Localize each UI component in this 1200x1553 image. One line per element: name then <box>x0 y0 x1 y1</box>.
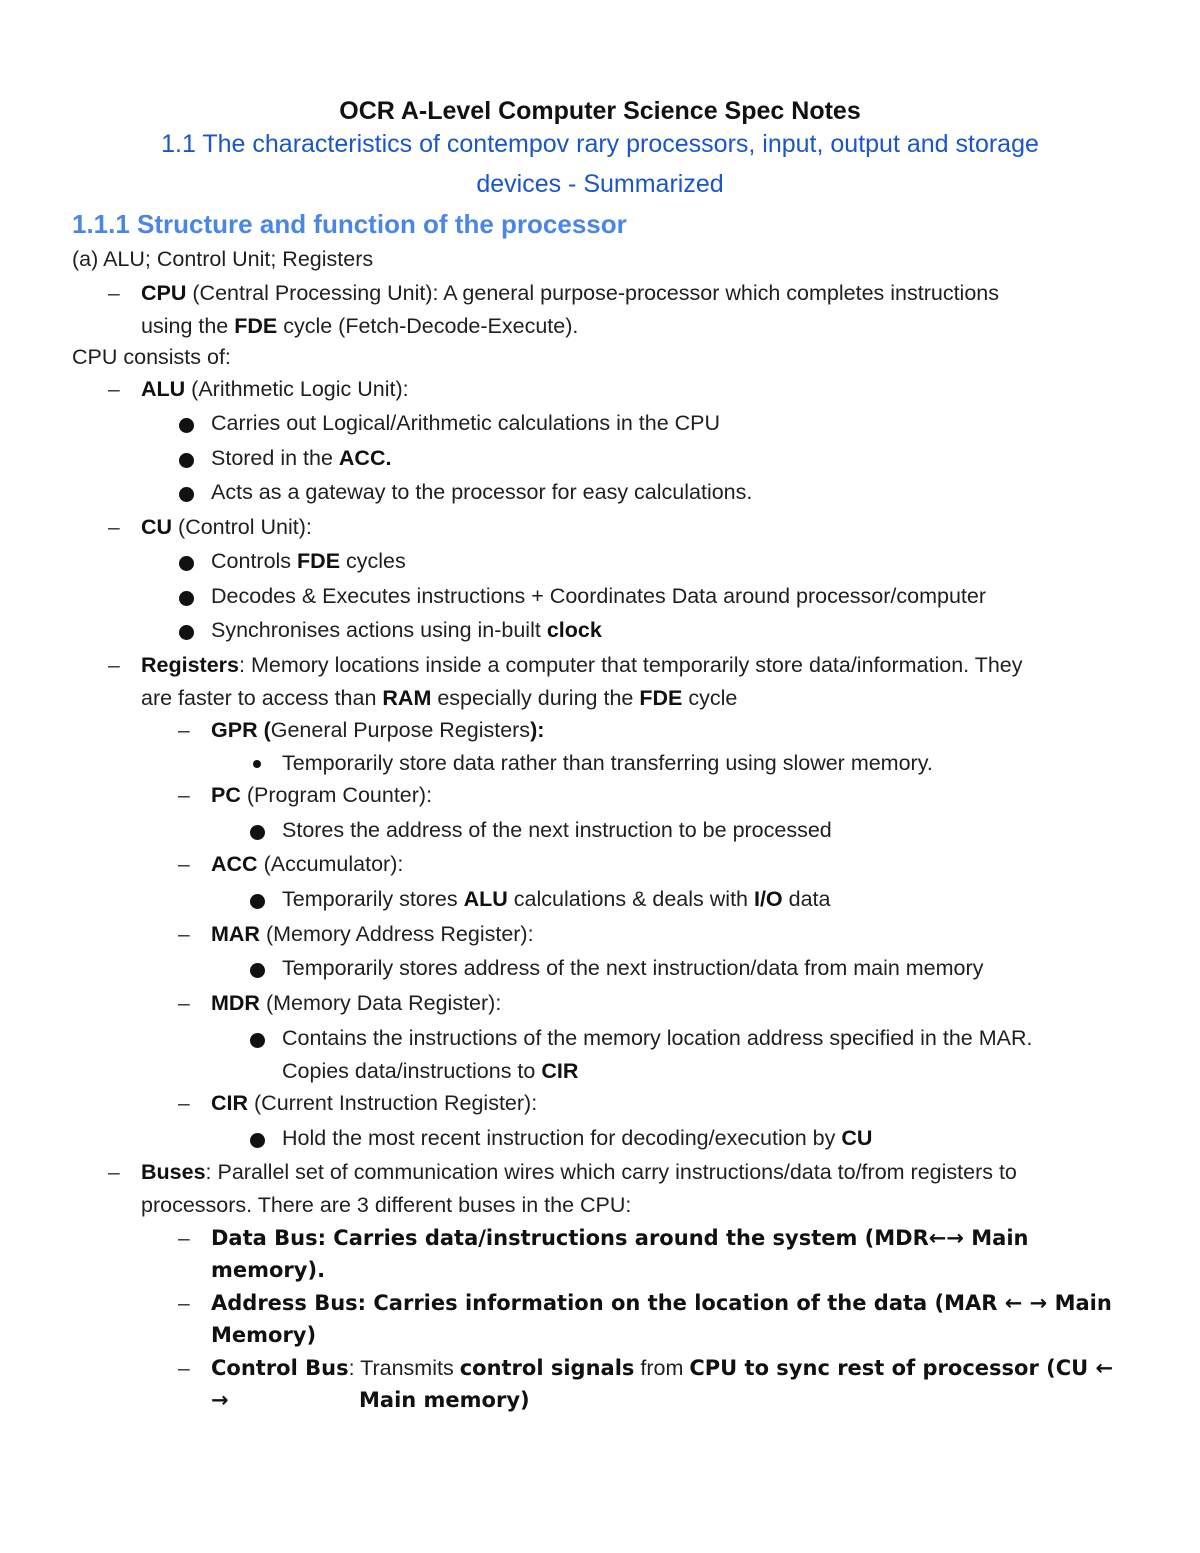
cpu-item-cont <box>141 312 578 340</box>
alu-bullet-2-text: Stored in the <box>211 446 339 470</box>
dash-marker: – <box>178 1292 190 1315</box>
mdr-bullet-1: Contains the instructions of the memory location address specified in the MAR. <box>282 1026 1033 1050</box>
dash-marker: – <box>108 282 120 305</box>
acc-item <box>211 850 403 878</box>
registers-item <box>141 651 1023 679</box>
gpr-term: GPR ( <box>211 718 271 742</box>
section-heading: 1.1.1 Structure and function of the processor <box>72 209 627 239</box>
control-bus-text: : Transmits <box>348 1356 460 1380</box>
control-bus-rest: CPU to sync rest of processor (CU ← <box>689 1356 1114 1380</box>
dash-marker: – <box>178 784 190 807</box>
bullet-icon <box>253 760 261 768</box>
cir-bullet-cu: CU <box>841 1126 873 1150</box>
registers-text: : Memory locations inside a computer that temporarily store data/information. They <box>239 653 1023 677</box>
alu-bullet-2-acc: ACC. <box>338 446 392 470</box>
cir-bullet-text: Hold the most recent instruction for decoding/execution by <box>282 1126 842 1150</box>
acc-bullet-io: I/O <box>753 887 783 911</box>
mdr-text: (Memory Data Register): <box>259 991 502 1015</box>
registers-item-cont <box>141 684 737 712</box>
registers-text-end: cycle <box>682 686 738 710</box>
dash-marker: – <box>108 1161 120 1184</box>
cir-item <box>211 1089 537 1117</box>
mdr-bullet-1-cont <box>282 1057 578 1085</box>
dash-marker: – <box>178 1357 190 1380</box>
cpu-item <box>141 279 999 307</box>
bullet-icon <box>179 418 194 433</box>
pc-term: PC <box>211 783 241 807</box>
cpu-text-end: cycle (Fetch-Decode-Execute). <box>277 314 579 338</box>
acc-bullet-alu: ALU <box>463 887 508 911</box>
bullet-icon <box>179 591 194 606</box>
cu-bullet-3-clock: clock <box>546 618 602 642</box>
control-bus-signals: control signals <box>459 1356 635 1380</box>
control-bus-line1 <box>211 1354 1113 1382</box>
buses-item-cont: processors. There are 3 different buses in the CPU: <box>141 1193 632 1217</box>
acc-bullet-1 <box>282 885 830 913</box>
gpr-bullet-1: Temporarily store data rather than transferring using slower memory. <box>282 751 933 775</box>
dash-marker: – <box>178 853 190 876</box>
alu-bullet-1: Carries out Logical/Arithmetic calculations in the CPU <box>211 411 721 435</box>
bullet-icon <box>179 487 194 502</box>
acc-bullet-mid: calculations & deals with <box>507 887 754 911</box>
dash-marker: – <box>178 719 190 742</box>
pc-item <box>211 781 432 809</box>
bullet-icon <box>250 1133 265 1148</box>
cu-item <box>141 513 312 541</box>
gpr-item <box>211 716 544 744</box>
page-title: OCR A-Level Computer Science Spec Notes <box>339 97 861 125</box>
mar-item <box>211 920 534 948</box>
cpu-text: (Central Processing Unit): A general purpose-processor which completes instructions <box>186 281 999 305</box>
intro-line: (a) ALU; Control Unit; Registers <box>72 247 374 271</box>
buses-term: Buses <box>141 1160 206 1184</box>
cu-bullet-2: Decodes & Executes instructions + Coordinates Data around processor/computer <box>211 584 986 608</box>
registers-fde: FDE <box>639 686 683 710</box>
pc-text: (Program Counter): <box>240 783 433 807</box>
cpu-term: CPU <box>141 281 187 305</box>
cpu-fde: FDE <box>234 314 278 338</box>
mdr-bullet-cir: CIR <box>541 1059 579 1083</box>
control-bus-line2: Main memory) <box>359 1388 530 1412</box>
buses-text: : Parallel set of communication wires which carry instructions/data to/from registers to <box>205 1160 1017 1184</box>
acc-term: ACC <box>211 852 258 876</box>
bullet-icon <box>179 625 194 640</box>
pc-bullet-1: Stores the address of the next instruction to be processed <box>282 818 832 842</box>
bullet-icon <box>179 453 194 468</box>
cu-term: CU <box>141 515 173 539</box>
mdr-term: MDR <box>211 991 260 1015</box>
gpr-end: ): <box>530 718 545 742</box>
mdr-item <box>211 989 501 1017</box>
dash-marker: – <box>108 516 120 539</box>
address-bus-line1: Address Bus: Carries information on the location of the data (MAR ← → Main <box>211 1291 1112 1315</box>
mar-term: MAR <box>211 922 260 946</box>
cu-bullet-3-text: Synchronises actions using in-built <box>211 618 547 642</box>
alu-text: (Arithmetic Logic Unit): <box>185 377 409 401</box>
cpu-consists-line: CPU consists of: <box>72 345 231 369</box>
dash-marker: – <box>108 654 120 677</box>
cpu-text-cont: using the <box>141 314 235 338</box>
cu-text: (Control Unit): <box>172 515 312 539</box>
dash-marker: – <box>108 378 120 401</box>
acc-bullet-end: data <box>782 887 831 911</box>
dash-marker: – <box>178 923 190 946</box>
page-subtitle-line1: 1.1 The characteristics of contempov rary processors, input, output and storage <box>161 130 1039 158</box>
registers-ram: RAM <box>382 686 432 710</box>
page-subtitle-line2: devices - Summarized <box>476 170 724 198</box>
cu-bullet-1-end: cycles <box>340 549 406 573</box>
acc-text: (Accumulator): <box>257 852 404 876</box>
bullet-icon <box>250 825 265 840</box>
mar-bullet-1: Temporarily stores address of the next instruction/data from main memory <box>282 956 984 980</box>
cir-bullet-1 <box>282 1124 872 1152</box>
data-bus-line2: memory). <box>211 1258 326 1282</box>
cu-bullet-3 <box>211 616 602 644</box>
registers-term: Registers <box>141 653 239 677</box>
bullet-icon <box>250 894 265 909</box>
dash-marker: – <box>178 1227 190 1250</box>
alu-bullet-3: Acts as a gateway to the processor for easy calculations. <box>211 480 753 504</box>
dash-marker: – <box>178 992 190 1015</box>
alu-term: ALU <box>141 377 186 401</box>
dash-marker: – <box>178 1092 190 1115</box>
mdr-bullet-cont-text: Copies data/instructions to <box>282 1059 542 1083</box>
acc-bullet-text: Temporarily stores <box>282 887 464 911</box>
cir-text: (Current Instruction Register): <box>248 1091 538 1115</box>
alu-bullet-2 <box>211 444 391 472</box>
cu-bullet-1-text: Controls <box>211 549 298 573</box>
cu-bullet-1 <box>211 547 406 575</box>
alu-item <box>141 375 409 403</box>
registers-text-mid: especially during the <box>431 686 640 710</box>
data-bus-line1: Data Bus: Carries data/instructions around the system (MDR←→ Main <box>211 1226 1029 1250</box>
buses-item <box>141 1158 1017 1186</box>
address-bus-line2: Memory) <box>211 1323 317 1347</box>
bullet-icon <box>179 556 194 571</box>
bullet-icon <box>250 963 265 978</box>
gpr-text: General Purpose Registers <box>270 718 531 742</box>
control-bus-from: from <box>634 1356 690 1380</box>
control-bus-term: Control Bus <box>211 1356 349 1380</box>
bullet-icon <box>250 1033 265 1048</box>
registers-text-cont: are faster to access than <box>141 686 383 710</box>
control-bus-arrow: → <box>211 1388 229 1412</box>
cu-bullet-1-fde: FDE <box>297 549 341 573</box>
mar-text: (Memory Address Register): <box>259 922 534 946</box>
cir-term: CIR <box>211 1091 249 1115</box>
